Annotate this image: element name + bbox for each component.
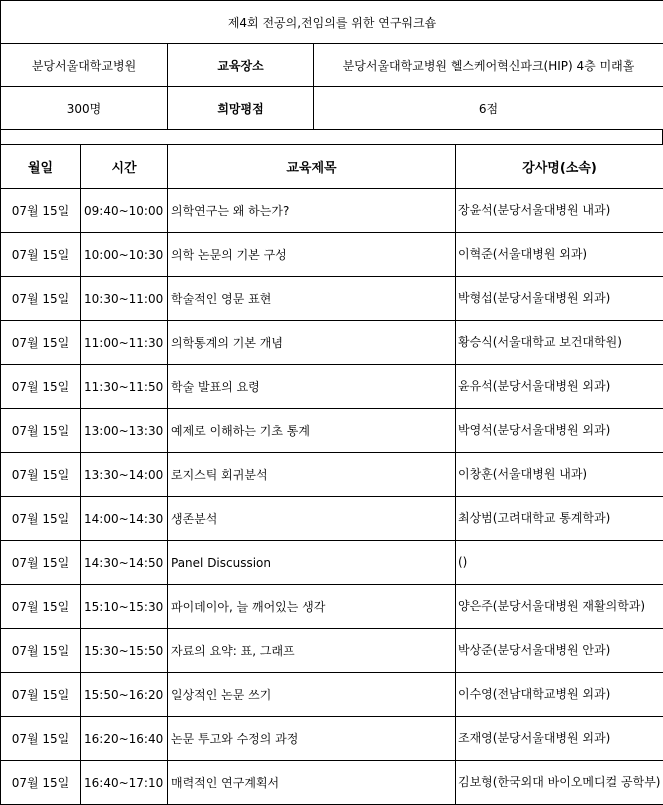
header-title: 교육제목 [168,145,456,189]
table-row [1,497,663,541]
schedule-date: 07월 15일 [1,321,81,365]
table-row [1,321,663,365]
schedule-title: 매력적인 연구계획서 [168,761,456,805]
rating-label: 희망평점 [168,87,314,130]
schedule-title: 생존분석 [168,497,456,541]
schedule-title: 자료의 요약: 표, 그래프 [168,629,456,673]
schedule-lecturer: 황승식(서울대학교 보건대학원) [456,321,663,365]
table-row [1,409,663,453]
schedule-title: 일상적인 논문 쓰기 [168,673,456,717]
schedule-title: 학술 발표의 요령 [168,365,456,409]
schedule-date: 07월 15일 [1,717,81,761]
schedule-time: 13:30~14:00 [81,453,168,497]
table-row [1,453,663,497]
schedule-lecturer: 박상준(분당서울대병원 안과) [456,629,663,673]
schedule-time: 10:30~11:00 [81,277,168,321]
schedule-title: 논문 투고와 수정의 과정 [168,717,456,761]
header-lecturer: 강사명(소속) [456,145,663,189]
schedule-body [1,189,663,805]
schedule-title: 예제로 이해하는 기초 통계 [168,409,456,453]
schedule-title: 의학통계의 기본 개념 [168,321,456,365]
schedule-time: 11:30~11:50 [81,365,168,409]
schedule-time: 11:00~11:30 [81,321,168,365]
table-row [1,189,663,233]
schedule-date: 07월 15일 [1,761,81,805]
schedule-lecturer: 김보형(한국외대 바이오메디컬 공학부) [456,761,663,805]
schedule-title: 파이데이아, 늘 깨어있는 생각 [168,585,456,629]
table-row [1,761,663,805]
table-row [1,585,663,629]
schedule-date: 07월 15일 [1,585,81,629]
schedule-time: 10:00~10:30 [81,233,168,277]
table-row [1,233,663,277]
schedule-time: 16:40~17:10 [81,761,168,805]
schedule-lecturer: 박형섭(분당서울대병원 외과) [456,277,663,321]
schedule-lecturer: 이창훈(서울대병원 내과) [456,453,663,497]
organizer-value: 분당서울대학교병원 [1,44,168,87]
table-row [1,717,663,761]
venue-label: 교육장소 [168,44,314,87]
schedule-title: 의학연구는 왜 하는가? [168,189,456,233]
schedule-title: 로지스틱 회귀분석 [168,453,456,497]
schedule-date: 07월 15일 [1,453,81,497]
header-date: 월일 [1,145,81,189]
schedule-lecturer: 장윤석(분당서울대병원 내과) [456,189,663,233]
workshop-title: 제4회 전공의,전임의를 위한 연구워크숍 [1,1,663,44]
schedule-time: 15:50~16:20 [81,673,168,717]
schedule-date: 07월 15일 [1,365,81,409]
schedule-time: 09:40~10:00 [81,189,168,233]
schedule-table [0,144,663,805]
table-row [1,541,663,585]
schedule-title: 의학 논문의 기본 구성 [168,233,456,277]
schedule-lecturer: 양은주(분당서울대병원 재활의학과) [456,585,663,629]
schedule-time: 16:20~16:40 [81,717,168,761]
table-row [1,277,663,321]
schedule-date: 07월 15일 [1,673,81,717]
schedule-date: 07월 15일 [1,497,81,541]
schedule-date: 07월 15일 [1,629,81,673]
schedule-date: 07월 15일 [1,409,81,453]
table-row [1,365,663,409]
schedule-title: 학술적인 영문 표현 [168,277,456,321]
workshop-info-table [0,0,663,130]
schedule-date: 07월 15일 [1,541,81,585]
schedule-time: 15:30~15:50 [81,629,168,673]
table-row [1,673,663,717]
schedule-lecturer: () [456,541,663,585]
schedule-lecturer: 이혁준(서울대병원 외과) [456,233,663,277]
schedule-date: 07월 15일 [1,189,81,233]
schedule-lecturer: 이수영(전남대학교병원 외과) [456,673,663,717]
schedule-date: 07월 15일 [1,277,81,321]
table-spacer [0,130,663,144]
header-time: 시간 [81,145,168,189]
schedule-date: 07월 15일 [1,233,81,277]
rating-value: 6점 [314,87,663,130]
schedule-lecturer: 조재영(분당서울대병원 외과) [456,717,663,761]
schedule-title: Panel Discussion [168,541,456,585]
schedule-time: 13:00~13:30 [81,409,168,453]
capacity-value: 300명 [1,87,168,130]
schedule-time: 14:00~14:30 [81,497,168,541]
schedule-time: 15:10~15:30 [81,585,168,629]
schedule-lecturer: 박영석(분당서울대병원 외과) [456,409,663,453]
schedule-lecturer: 최상범(고려대학교 통계학과) [456,497,663,541]
schedule-header-row [1,145,663,189]
schedule-time: 14:30~14:50 [81,541,168,585]
schedule-lecturer: 윤유석(분당서울대병원 외과) [456,365,663,409]
table-row [1,629,663,673]
venue-value: 분당서울대학교병원 헬스케어혁신파크(HIP) 4층 미래홀 [314,44,663,87]
